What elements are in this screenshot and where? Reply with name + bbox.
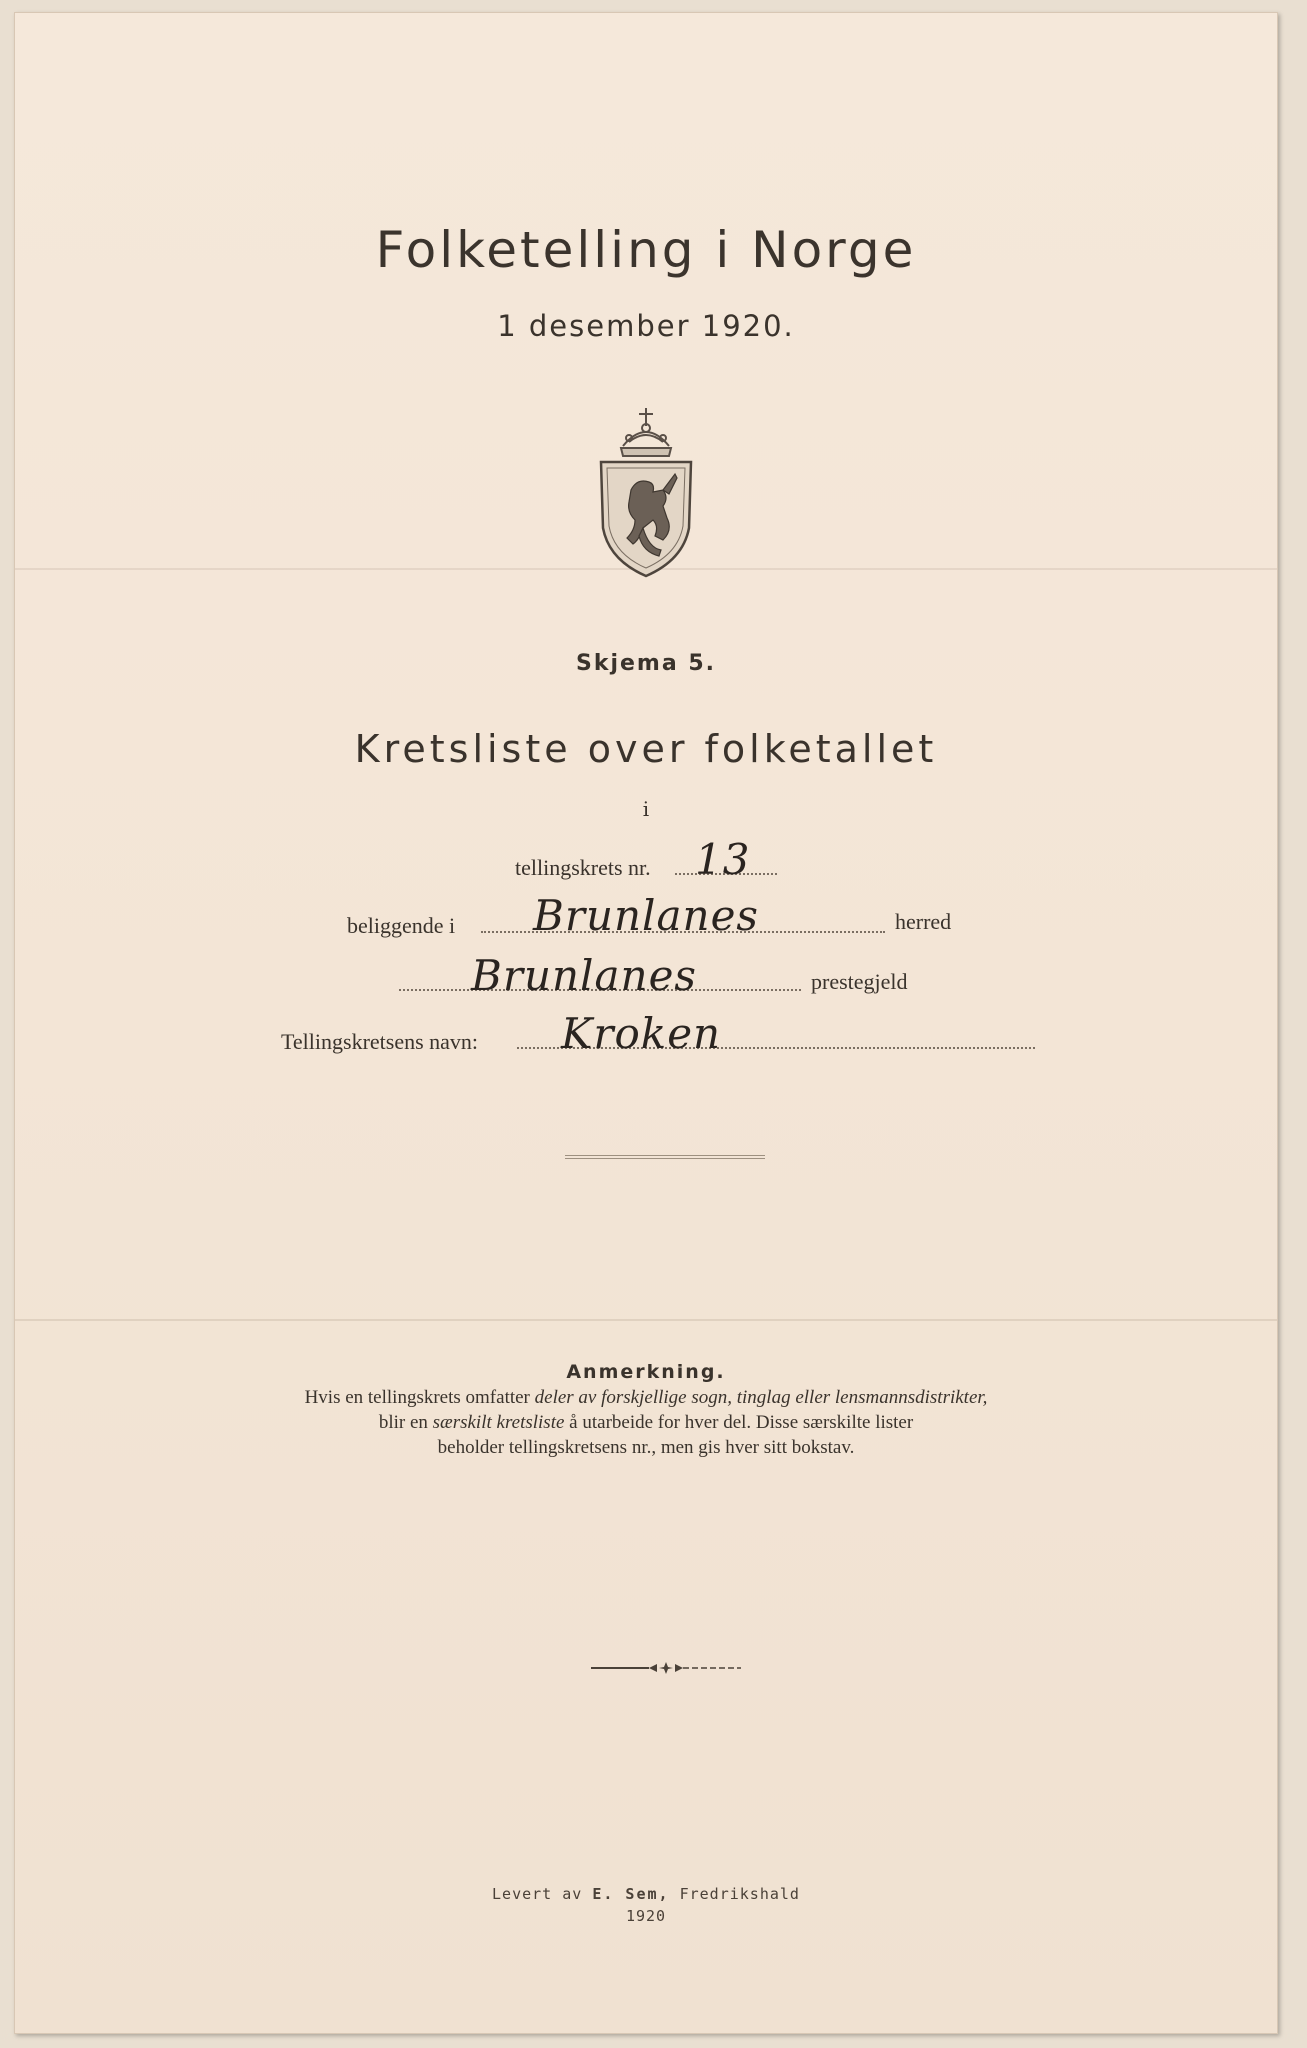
census-date: 1 desember 1920.: [497, 309, 795, 343]
navn-label: Tellingskretsens navn:: [281, 1029, 479, 1054]
divider: [565, 1155, 765, 1159]
note-line-3: beholder tellingskretsens nr., men gis hver sitt bokstav.: [437, 1437, 855, 1458]
ornament-icon: [591, 1661, 741, 1675]
prestegjeld-label: prestegjeld: [811, 969, 908, 994]
imprint-place: Fredrikshald: [669, 1885, 800, 1903]
prestegjeld-handwritten: Brunlanes: [471, 951, 697, 1000]
form-subtitle: Kretsliste over folketallet: [354, 727, 938, 771]
imprint-year: 1920: [625, 1907, 667, 1925]
document-page: [14, 12, 1278, 2034]
schema-number: Skjema 5.: [575, 651, 717, 676]
preposition-i: i: [642, 797, 650, 821]
note-emphasis: deler av forskjellige sogn, tinglag eller lensmannsdistrikter,: [534, 1387, 988, 1408]
krets-number-handwritten: 13: [695, 835, 751, 884]
krets-label: tellingskrets nr.: [515, 855, 651, 880]
coat-of-arms-icon: [593, 398, 699, 582]
herred-label: herred: [895, 909, 952, 934]
beliggende-label: beliggende i: [347, 913, 456, 938]
fold-line: [15, 1319, 1277, 1321]
note-text: blir en: [378, 1412, 433, 1433]
note-text: å utarbeide for hver del. Disse særskilte lister: [564, 1412, 914, 1433]
imprint-prefix: Levert av: [492, 1885, 593, 1903]
note-heading: Anmerkning.: [566, 1361, 726, 1383]
imprint-line: [15, 1885, 1277, 1903]
note-line-2: [15, 1410, 1277, 1435]
imprint-publisher: E. Sem,: [592, 1885, 670, 1903]
navn-handwritten: Kroken: [561, 1009, 722, 1058]
note-emphasis: særskilt kretsliste: [432, 1412, 565, 1433]
page-title: Folketelling i Norge: [375, 221, 917, 279]
note-line-1: [15, 1385, 1277, 1410]
herred-handwritten: Brunlanes: [533, 891, 759, 940]
note-text: Hvis en tellingskrets omfatter: [304, 1387, 535, 1408]
